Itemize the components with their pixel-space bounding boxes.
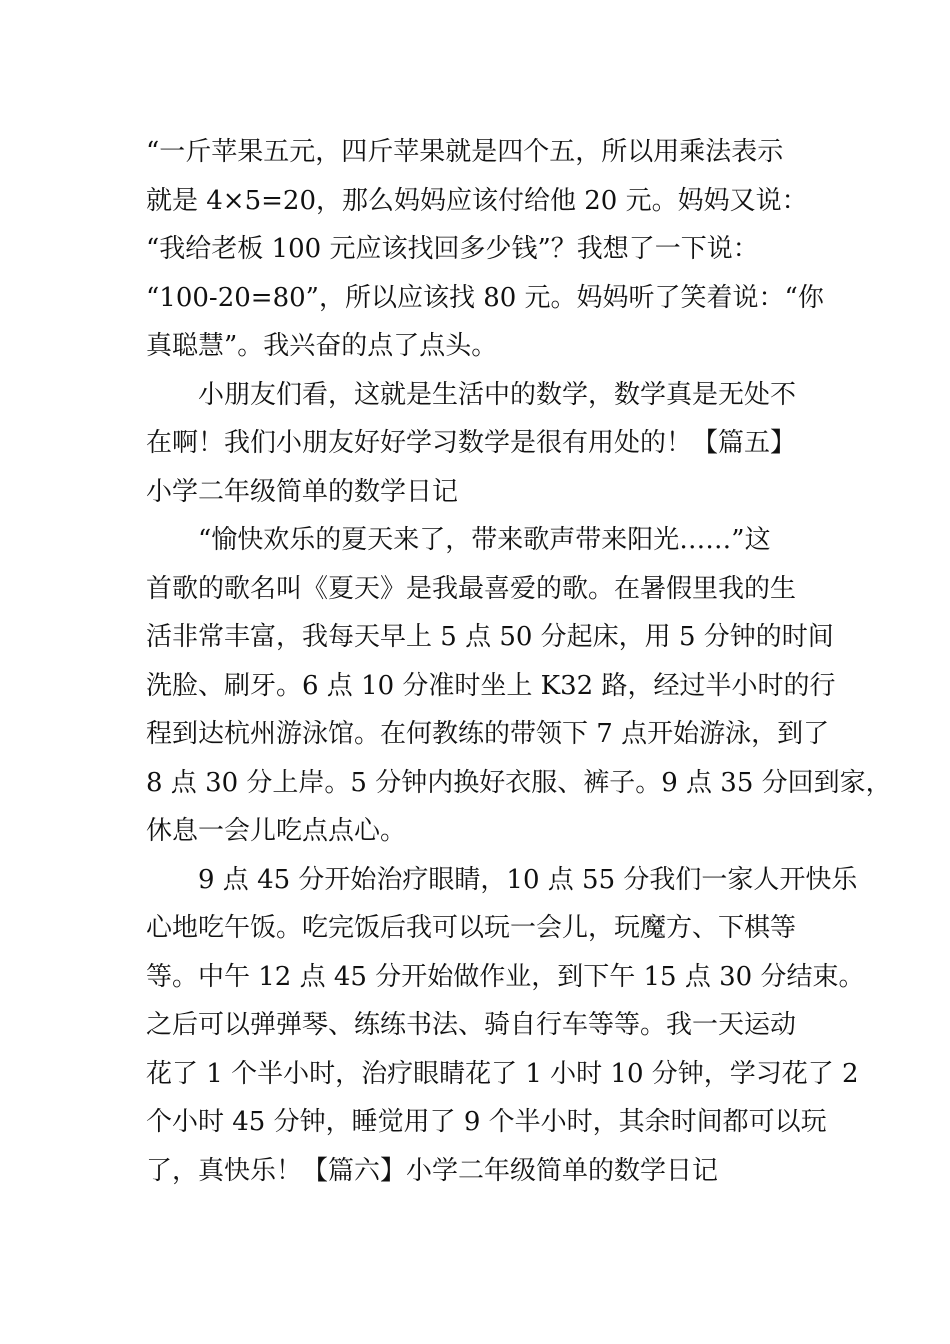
text-line: 休息一会儿吃点点心。 [146,816,407,846]
text-line: 首歌的歌名叫《夏天》是我最喜爱的歌。在暑假里我的生 [146,573,797,604]
text-line: 9 点 45 分开始治疗眼睛，10 点 55 分我们一家人开快乐 [198,864,858,895]
text-line: 心地吃午饭。吃完饭后我可以玩一会儿，玩魔方、下棋等 [146,913,797,943]
text-line: “愉快欢乐的夏天来了，带来歌声带来阳光……”这 [198,525,771,555]
text-line: “我给老板 100 元应该找回多少钱”？我想了一下说： [146,234,759,264]
section-title: 小学二年级简单的数学日记 [146,476,459,507]
text-line: “一斤苹果五元，四斤苹果就是四个五，所以用乘法表示 [146,137,784,167]
text-line: 就是 4×5=20，那么妈妈应该付给他 20 元。妈妈又说： [146,185,808,216]
text-line: 在啊！我们小朋友好好学习数学是很有用处的！【篇五】 [146,428,797,458]
text-line: 真聪慧”。我兴奋的点了点头。 [146,331,498,361]
text-line: 等。中午 12 点 45 分开始做作业，到下午 15 点 30 分结束。 [146,961,865,992]
text-line: 个小时 45 分钟，睡觉用了 9 个半小时，其余时间都可以玩 [146,1107,827,1137]
text-line: “100-20=80”，所以应该找 80 元。妈妈听了笑着说：“你 [146,282,824,313]
document-body [146,128,892,1195]
text-line: 8 点 30 分上岸。5 分钟内换好衣服、裤子。9 点 35 分回到家， [146,767,892,798]
text-line: 洗脸、刷牙。6 点 10 分准时坐上 K32 路，经过半小时的行 [146,670,836,701]
text-line: 活非常丰富，我每天早上 5 点 50 分起床，用 5 分钟的时间 [146,622,834,652]
text-line: 之后可以弹弹琴、练练书法、骑自行车等等。我一天运动 [146,1010,797,1040]
text-line: 程到达杭州游泳馆。在何教练的带领下 7 点开始游泳，到了 [146,719,830,749]
text-line: 了，真快乐！【篇六】小学二年级简单的数学日记 [146,1155,719,1186]
text-line: 小朋友们看，这就是生活中的数学，数学真是无处不 [198,379,797,410]
text-line: 花了 1 个半小时，治疗眼睛花了 1 小时 10 分钟，学习花了 2 [146,1058,859,1089]
